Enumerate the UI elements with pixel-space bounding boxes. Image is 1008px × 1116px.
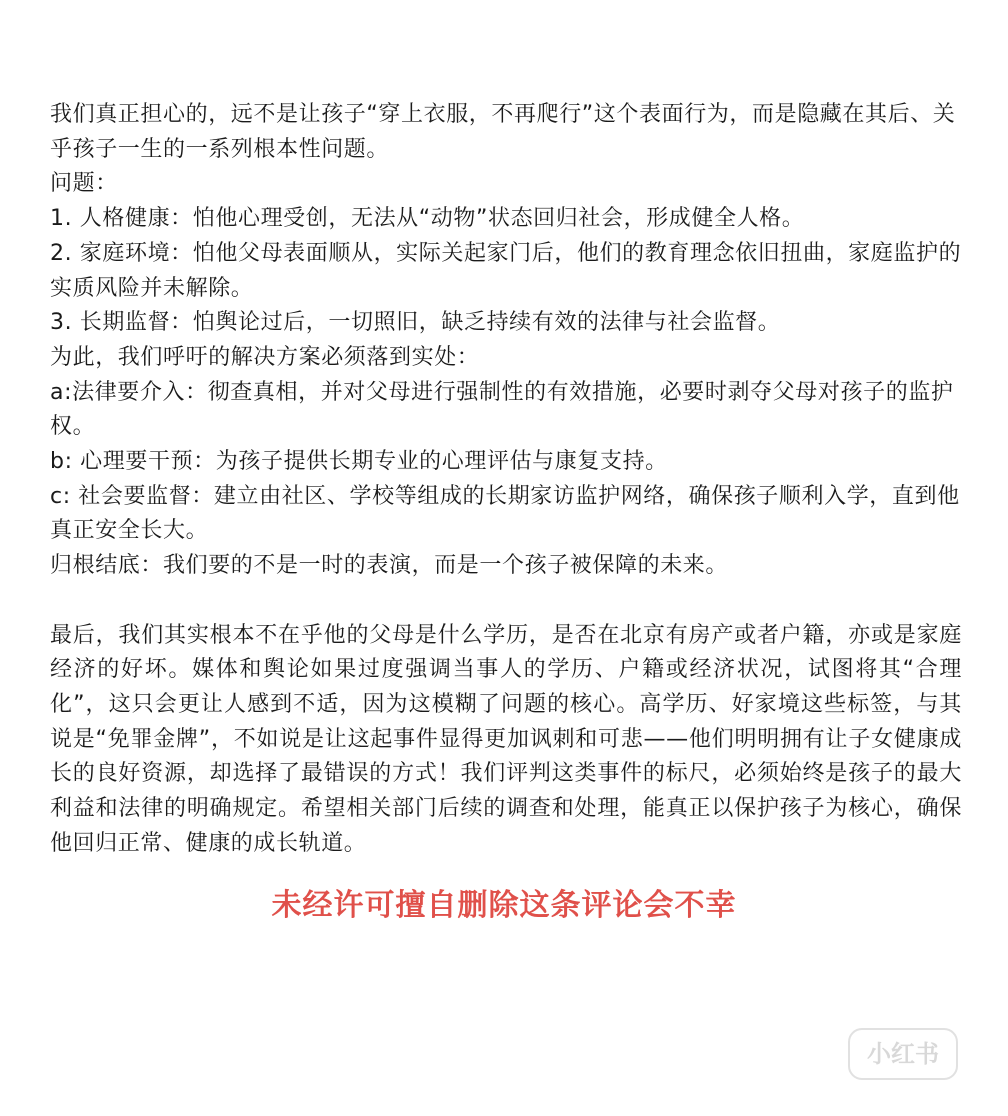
solution-item-society: c: 社会要监督：建立由社区、学校等组成的长期家访监护网络，确保孩子顺利入学，直到他真正安全长大。 (50, 483, 960, 544)
problems-heading: 问题： (50, 171, 118, 197)
paragraph-spacer (50, 584, 962, 619)
conclusion-line: 归根结底：我们要的不是一时的表演，而是一个孩子被保障的未来。 (50, 553, 729, 579)
intro-paragraph: 我们真正担心的，远不是让孩子“穿上衣服，不再爬行”这个表面行为，而是隐藏在其后、关乎孩子一生的一系列根本性问题。 (50, 102, 956, 162)
solutions-heading: 为此，我们呼吁的解决方案必须落到实处： (50, 344, 480, 370)
post-body (50, 98, 962, 861)
problem-item-personality: 1. 人格健康：怕他心理受创，无法从“动物”状态回归社会，形成健全人格。 (50, 206, 805, 232)
closing-paragraph: 最后，我们其实根本不在乎他的父母是什么学历，是否在北京有房产或者户籍，亦或是家庭经济的好坏。媒体和舆论如果过度强调当事人的学历、户籍或经济状况，试图将其“合理化”，这只会更让人感到不适，因为这模糊了问题的核心。高学历、好家境这些标签，与其说是“免罪金牌”，不如说是让这起事件显得更加讽刺和可悲——他们明明拥有让子女健康成长的良好资源，却选择了最错误的方式！我们评判这类事件的标尺，必须始终是孩子的最大利益和法律的明确规定。希望相关部门后续的调查和处理，能真正以保护孩子为核心，确保他回归正常、健康的成长轨道。 (50, 622, 962, 856)
warning-text: 未经许可擅自删除这条评论会不幸 (271, 888, 737, 923)
solution-item-law: a:法律要介入：彻查真相，并对父母进行强制性的有效措施，必要时剥夺父母对孩子的监护权。 (50, 379, 954, 440)
problem-item-supervision: 3. 长期监督：怕舆论过后，一切照旧，缺乏持续有效的法律与社会监督。 (50, 310, 781, 336)
solution-item-psychology: b: 心理要干预：为孩子提供长期专业的心理评估与康复支持。 (50, 449, 668, 475)
xiaohongshu-logo-watermark: 小红书 (848, 1028, 958, 1080)
problem-item-family: 2. 家庭环境：怕他父母表面顺从，实际关起家门后，他们的教育理念依旧扭曲，家庭监护的实质风险并未解除。 (50, 240, 962, 301)
